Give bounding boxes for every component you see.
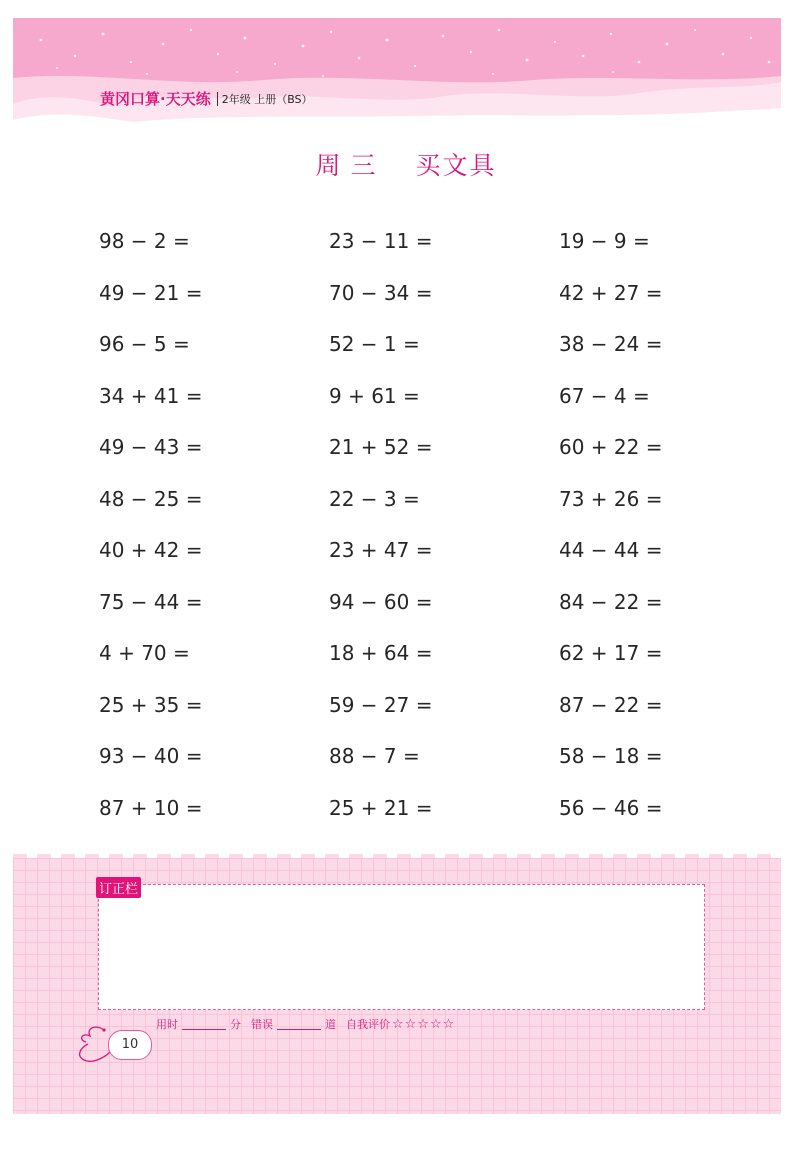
problem-item: 25 + 21 = (329, 795, 433, 820)
self-eval-label: 自我评价 (346, 1018, 390, 1031)
problem-item: 88 − 7 = (329, 744, 420, 768)
problem-item: 52 − 1 = (329, 332, 420, 356)
problem-item: 59 − 27 = (329, 692, 433, 717)
correction-label: 订正栏 (96, 877, 141, 898)
problem-item: 18 + 64 = (329, 641, 433, 665)
title-day: 周三 (303, 144, 395, 184)
problem-item: 48 − 25 = (99, 486, 203, 511)
problem-item: 60 + 22 = (559, 435, 663, 459)
problem-item: 87 − 22 = (559, 692, 663, 717)
problem-item: 96 − 5 = (99, 332, 190, 356)
problem-item: 44 − 44 = (559, 538, 663, 562)
header-cloud-art (13, 18, 781, 133)
problem-item: 25 + 35 = (99, 692, 203, 717)
problem-item: 58 − 18 = (559, 744, 663, 768)
brand-logo: 黄冈口算·天天练 (100, 90, 211, 108)
star-rating-icon[interactable]: ☆☆☆☆☆ (392, 1016, 456, 1032)
errors-label: 错误 (251, 1018, 273, 1031)
problem-item: 19 − 9 = (559, 229, 650, 253)
problem-row (0, 583, 800, 635)
time-blank[interactable] (182, 1018, 226, 1030)
header-banner (13, 18, 781, 133)
grade-subtitle: 2年级 上册（BS） (221, 92, 313, 106)
page-title (0, 144, 800, 184)
problem-item: 75 − 44 = (99, 589, 203, 614)
problem-item: 49 − 21 = (99, 280, 203, 305)
problem-row (0, 274, 800, 326)
problem-item: 22 − 3 = (329, 486, 420, 511)
problem-item: 23 + 47 = (329, 538, 433, 562)
problem-item: 87 + 10 = (99, 795, 203, 820)
problem-item: 62 + 17 = (559, 641, 663, 665)
problem-item: 21 + 52 = (329, 435, 433, 459)
problem-item: 70 − 34 = (329, 280, 433, 305)
brand-divider (217, 92, 218, 106)
page-number: 10 (108, 1030, 152, 1060)
problem-row (0, 686, 800, 738)
problem-item: 98 − 2 = (99, 229, 190, 253)
problem-item: 67 − 4 = (559, 383, 650, 408)
problem-item: 56 − 46 = (559, 795, 663, 820)
time-label: 用时 (156, 1018, 178, 1031)
problem-item: 23 − 11 = (329, 229, 433, 253)
problem-item: 94 − 60 = (329, 589, 433, 614)
problem-item: 4 + 70 = (99, 641, 190, 665)
problem-row (0, 789, 800, 841)
problem-item: 49 − 43 = (99, 435, 203, 459)
problem-row (0, 325, 800, 377)
problem-grid (0, 222, 800, 840)
problem-item: 42 + 27 = (559, 280, 663, 305)
problem-item: 73 + 26 = (559, 486, 663, 511)
problem-row (0, 531, 800, 583)
errors-blank[interactable] (277, 1018, 321, 1030)
title-topic: 买文具 (415, 151, 497, 180)
correction-writing-area[interactable] (98, 884, 705, 1010)
problem-row (0, 737, 800, 789)
problem-row (0, 377, 800, 429)
problem-item: 9 + 61 = (329, 383, 420, 408)
problem-item: 34 + 41 = (99, 383, 203, 408)
count-label: 道 (325, 1018, 336, 1031)
problem-row (0, 428, 800, 480)
problem-row (0, 634, 800, 686)
problem-item: 38 − 24 = (559, 332, 663, 356)
problem-row (0, 222, 800, 274)
minutes-label: 分 (230, 1018, 241, 1031)
footer-stats (156, 1016, 455, 1032)
header-brand (100, 88, 313, 109)
problem-item: 84 − 22 = (559, 589, 663, 614)
problem-item: 93 − 40 = (99, 744, 203, 768)
problem-item: 40 + 42 = (99, 538, 203, 562)
problem-row (0, 480, 800, 532)
